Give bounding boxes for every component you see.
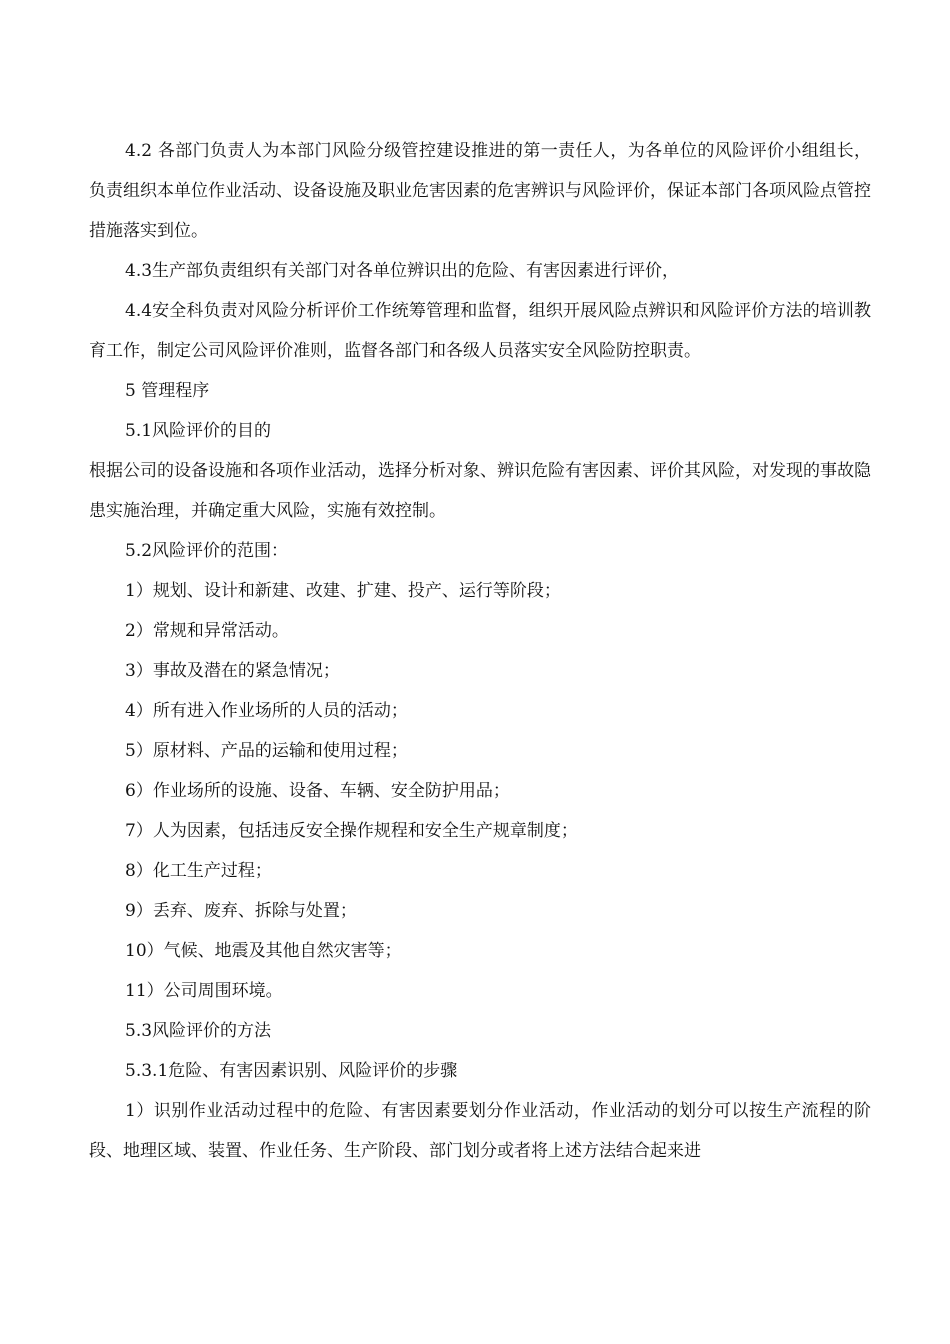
list-item: 2）常规和异常活动。 [125, 621, 289, 641]
list-item: 4）所有进入作业场所的人员的活动； [125, 701, 408, 721]
list-item: 8）化工生产过程； [125, 861, 272, 881]
subsection-heading-5-1: 5.1风险评价的目的 [125, 421, 272, 441]
document-body [89, 131, 871, 1171]
list-item: 10）气候、地震及其他自然灾害等； [125, 941, 402, 961]
subsection-heading-5-3-1: 5.3.1危险、有害因素识别、风险评价的步骤 [125, 1061, 458, 1081]
list-item: 1）规划、设计和新建、改建、扩建、投产、运行等阶段； [125, 581, 561, 601]
subsection-heading-5-3: 5.3风险评价的方法 [125, 1021, 272, 1041]
paragraph-4-4: 4.4安全科负责对风险分析评价工作统筹管理和监督，组织开展风险点辨识和风险评价方法的培训教育工作，制定公司风险评价准则，监督各部门和各级人员落实安全风险防控职责。 [89, 301, 871, 361]
list-item: 5）原材料、产品的运输和使用过程； [125, 741, 408, 761]
paragraph-4-3: 4.3生产部负责组织有关部门对各单位辨识出的危险、有害因素进行评价， [125, 261, 680, 281]
paragraph-4-2: 4.2 各部门负责人为本部门风险分级管控建设推进的第一责任人，为各单位的风险评价小组组长，负责组织本单位作业活动、设备设施及职业危害因素的危害辨识与风险评价，保证本部门各项风险点管控措施落实到位。 [89, 141, 871, 241]
list-item: 6）作业场所的设施、设备、车辆、安全防护用品； [125, 781, 510, 801]
section-heading-5: 5 管理程序 [125, 381, 210, 401]
subsection-heading-5-2: 5.2风险评价的范围： [125, 541, 289, 561]
list-item: 3）事故及潜在的紧急情况； [125, 661, 340, 681]
paragraph-purpose: 根据公司的设备设施和各项作业活动，选择分析对象、辨识危险有害因素、评价其风险，对发现的事故隐患实施治理，并确定重大风险，实施有效控制。 [89, 461, 871, 521]
paragraph-step-1: 1）识别作业活动过程中的危险、有害因素要划分作业活动，作业活动的划分可以按生产流程的阶段、地理区域、装置、作业任务、生产阶段、部门划分或者将上述方法结合起来进 [89, 1101, 871, 1161]
list-item: 11）公司周围环境。 [125, 981, 283, 1001]
list-item: 7）人为因素，包括违反安全操作规程和安全生产规章制度； [125, 821, 578, 841]
list-item: 9）丢弃、废弃、拆除与处置； [125, 901, 357, 921]
